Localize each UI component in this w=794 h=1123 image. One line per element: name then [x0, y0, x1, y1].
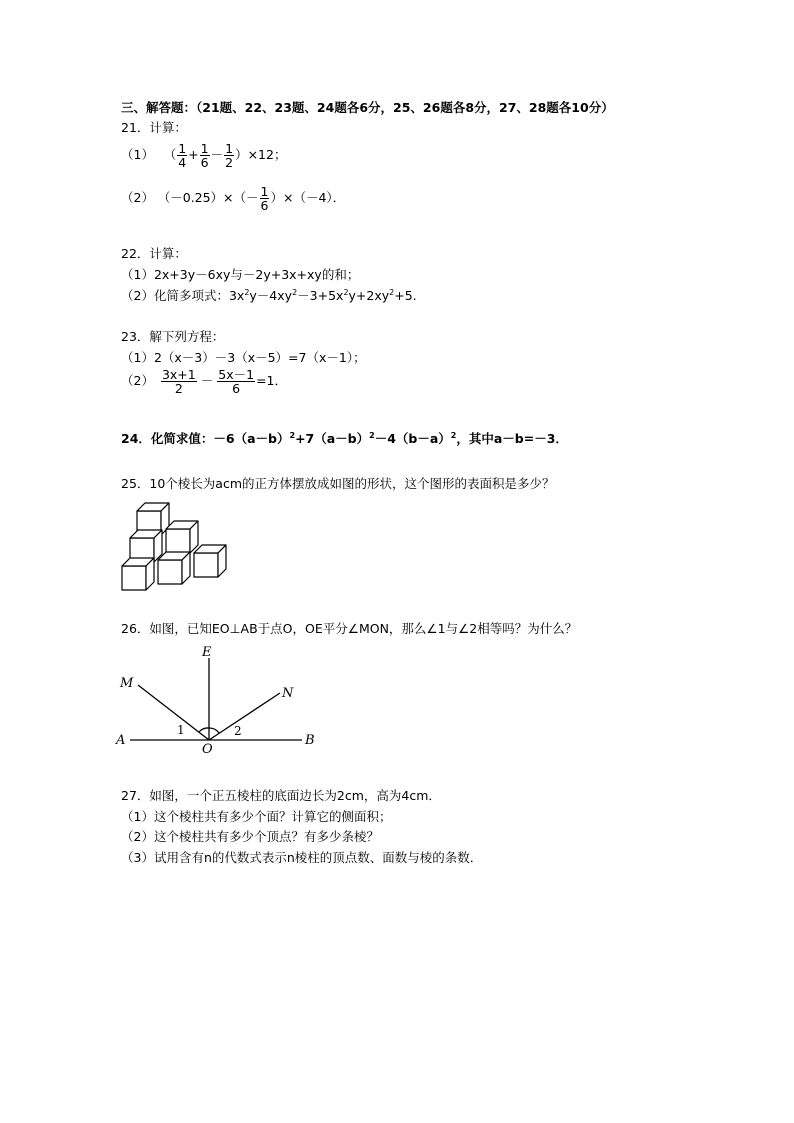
angle-figure: [110, 640, 330, 755]
label-e: E: [202, 645, 212, 660]
label-a: A: [116, 733, 126, 748]
q27-part2: （2）这个棱柱共有多少个顶点？有多少条棱？: [121, 829, 379, 844]
cube: [166, 521, 198, 553]
q23-title: 23．解下列方程：: [121, 329, 225, 344]
q27-part3: （3）试用含有n的代数式表示n棱柱的顶点数、面数与棱的条数．: [121, 850, 483, 865]
part-label: （1）: [121, 147, 154, 163]
q21-title: 21．计算：: [121, 120, 187, 135]
q27-part1: （1）这个棱柱共有多少个面？计算它的侧面积；: [121, 809, 392, 824]
fraction-3x1-2: $\frac{3x+1}{2}$: [161, 367, 196, 397]
expression-head: （－0.25）×（－: [163, 190, 259, 206]
section-header: 三、解答题：（21题、22、23题、24题各6分，25、26题各8分，27、28题各10分）: [121, 100, 614, 115]
cube: [122, 558, 154, 590]
q21-part1: [121, 142, 286, 169]
angle-arc-2: [209, 728, 219, 733]
cube: [158, 552, 190, 584]
plus-sign: +: [188, 147, 199, 163]
q22-part2: （2）化简多项式：$3x^2y-4xy^2-3+5x^2y+2xy^2+5$.: [121, 287, 417, 303]
q23-part2: （2） $\frac{3x+1}{2}$ － $\frac{5x-1}{6}$ =1．: [121, 367, 287, 397]
paren-open: （: [169, 147, 177, 163]
cube: [194, 545, 226, 577]
q23-part1: （1）2（x－3）－3（x－5）=7（x－1）；: [121, 350, 366, 365]
ray-om: [138, 685, 209, 740]
label-angle-2: 2: [234, 724, 242, 738]
fraction-1-4: $\frac{1}{4}$: [178, 141, 187, 171]
cube-stack-figure: [115, 495, 240, 595]
ray-on: [209, 693, 280, 740]
label-n: N: [282, 686, 294, 701]
label-m: M: [120, 676, 134, 691]
q26-title: 26．如图，已知EO⊥AB于点O，OE平分∠MON，那么∠1与∠2相等吗？为什么？: [121, 621, 578, 636]
fraction-1-6: $\frac{1}{6}$: [260, 184, 269, 214]
q25-title: 25．10个棱长为acm的正方体摆放成如图的形状，这个图形的表面积是多少？: [121, 476, 555, 491]
expression-tail: ）×12；: [235, 147, 287, 163]
minus-sign: －: [210, 147, 224, 163]
fraction-5x1-6: $\frac{5x-1}{6}$: [218, 367, 255, 397]
q21-part2: [121, 185, 345, 212]
label-b: B: [305, 733, 315, 748]
expression-tail: ）×（－4）．: [270, 190, 346, 206]
angle-arc-1: [199, 728, 209, 732]
label-angle-1: 1: [177, 723, 185, 737]
q22-title: 22．计算：: [121, 246, 187, 261]
cube: [130, 530, 162, 562]
q22-part1: （1）2x+3y－6xy与－2y+3x+xy的和；: [121, 267, 360, 282]
label-o: O: [202, 742, 213, 755]
q27-title: 27．如图，一个正五棱柱的底面边长为2cm，高为4cm．: [121, 788, 441, 803]
part-label: （2）: [121, 190, 154, 206]
q24-text: 24．化简求值：$-6(a-b)^2+7(a-b)^2-4(b-a)^2$，其中a－b=－3．: [121, 430, 568, 446]
fraction-1-2: $\frac{1}{2}$: [225, 141, 234, 171]
fraction-1-6: $\frac{1}{6}$: [200, 141, 209, 171]
